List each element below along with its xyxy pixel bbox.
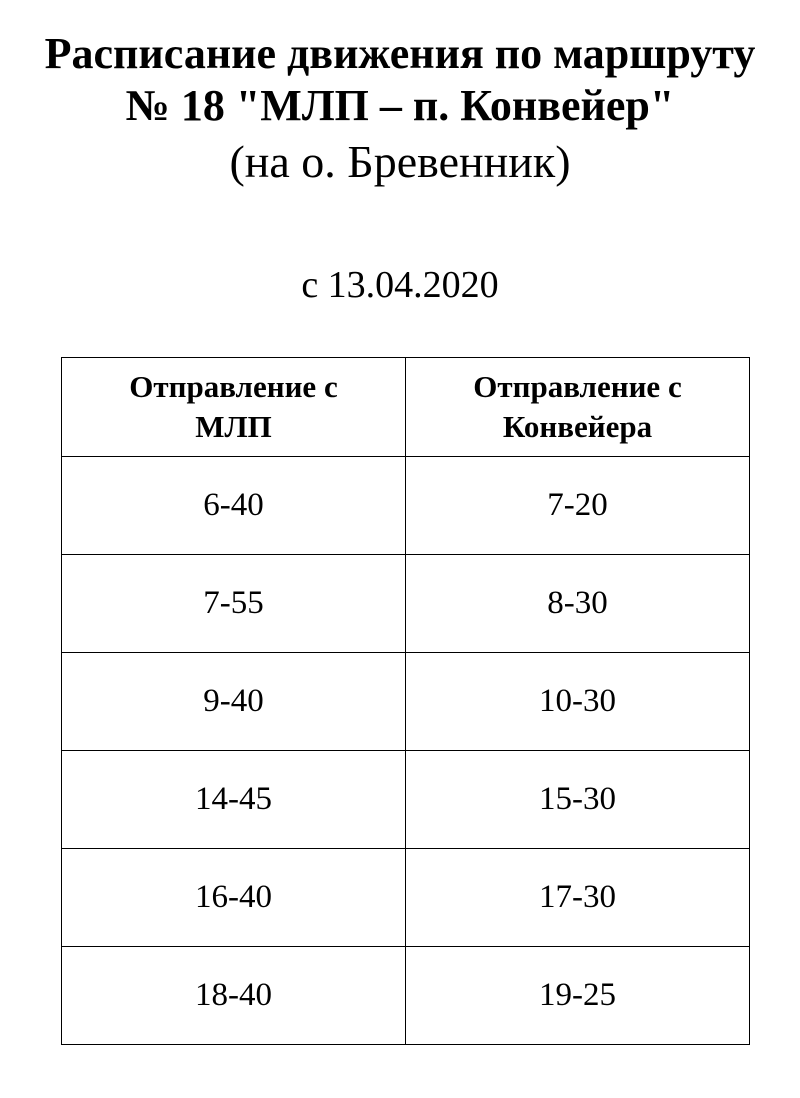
schedule-table — [61, 357, 750, 1045]
header-departure-mlp-line1: Отправление с — [129, 369, 338, 404]
time-from-konveyer: 8-30 — [406, 555, 750, 653]
table-row — [62, 457, 750, 555]
header-departure-konveyer-line1: Отправление с — [473, 369, 682, 404]
table-row — [62, 555, 750, 653]
table-row — [62, 849, 750, 947]
table-row — [62, 751, 750, 849]
time-from-konveyer: 17-30 — [406, 849, 750, 947]
title-line-1: Расписание движения по маршруту — [44, 29, 756, 78]
header-departure-mlp — [62, 358, 406, 457]
time-from-mlp: 14-45 — [62, 751, 406, 849]
time-from-mlp: 9-40 — [62, 653, 406, 751]
header-departure-mlp-line2: МЛП — [195, 409, 272, 444]
effective-date: с 13.04.2020 — [301, 264, 499, 306]
table-header-row — [62, 358, 750, 457]
time-from-mlp: 7-55 — [62, 555, 406, 653]
time-from-mlp: 18-40 — [62, 947, 406, 1045]
time-from-konveyer: 7-20 — [406, 457, 750, 555]
time-from-konveyer: 15-30 — [406, 751, 750, 849]
table-row — [62, 947, 750, 1045]
schedule-title — [0, 28, 800, 190]
time-from-konveyer: 10-30 — [406, 653, 750, 751]
time-from-konveyer: 19-25 — [406, 947, 750, 1045]
header-departure-konveyer-line2: Конвейера — [502, 409, 653, 444]
header-departure-konveyer — [406, 358, 750, 457]
title-line-2: № 18 "МЛП – п. Конвейер" — [125, 81, 675, 130]
title-line-3: (на о. Бревенник) — [229, 136, 571, 187]
time-from-mlp: 16-40 — [62, 849, 406, 947]
table-row — [62, 653, 750, 751]
time-from-mlp: 6-40 — [62, 457, 406, 555]
